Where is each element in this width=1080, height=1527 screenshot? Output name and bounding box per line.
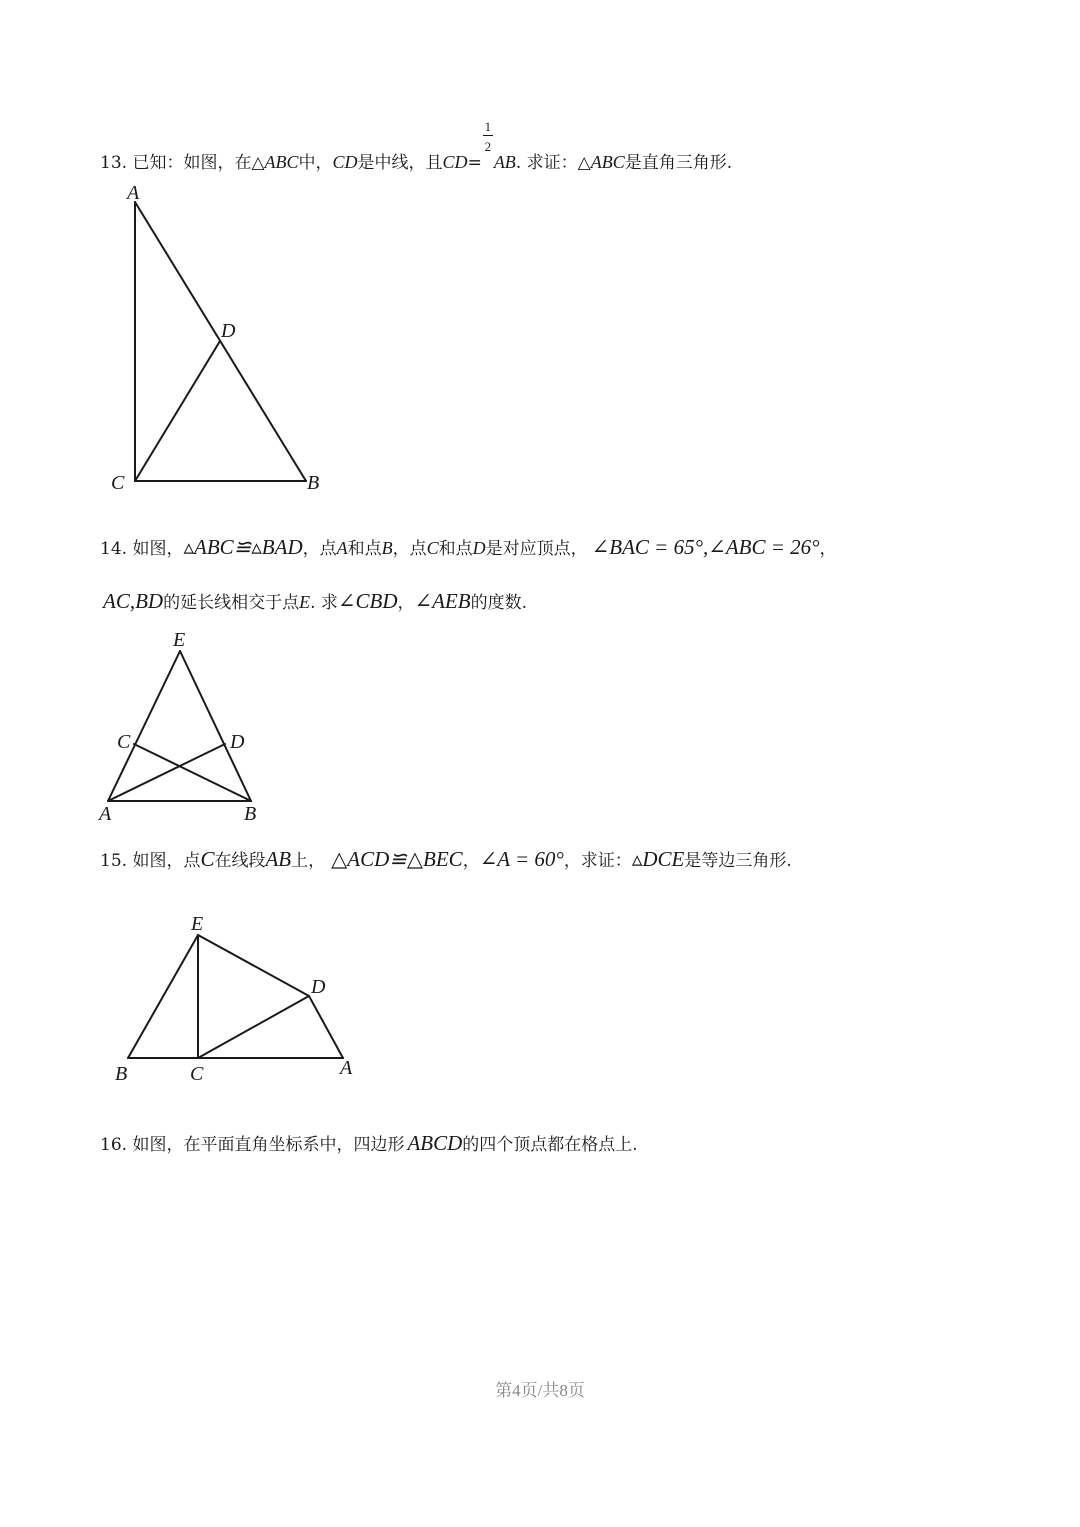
- question-number: 13.: [100, 153, 128, 173]
- question-number: 16.: [100, 1135, 128, 1155]
- question-16-text: 16. 如图，在平面直角坐标系中，四边形 ABCD的四个顶点都在格点上.: [100, 1131, 638, 1155]
- vertex-label-a: A: [127, 182, 140, 204]
- fraction-one-half: $\frac{1}{2}$: [484, 119, 492, 154]
- question-14-text-line-2: AC,BD的延长线相交于点E. 求∠CBD，∠AEB的度数.: [103, 589, 527, 613]
- question-number: 15.: [100, 851, 128, 871]
- vertex-label-b: B: [115, 1063, 128, 1085]
- question-number: 14.: [100, 539, 128, 559]
- vertex-label-c: C: [117, 731, 131, 753]
- vertex-label-d: D: [230, 731, 245, 753]
- segment-da: [309, 996, 343, 1058]
- segment-ed: [198, 935, 309, 996]
- question-14-text-line-1: 14. 如图，▵ABC≌▵BAD，点A和点B，点C和点D是对应顶点， ∠BAC = 65°,∠ABC = 26°，: [100, 535, 837, 559]
- page-number-footer: 第4页/共8页: [495, 1381, 585, 1400]
- question-15-text: 15. 如图，点C在线段AB上， △ACD≌△BEC，∠A = 60°，求证：▵DCE是等边三角形.: [100, 847, 792, 871]
- vertex-label-a: A: [99, 803, 112, 825]
- segment-cd: [198, 996, 309, 1058]
- vertex-label-d: D: [221, 320, 236, 342]
- segment-be: [128, 935, 198, 1058]
- vertex-label-d: D: [311, 976, 326, 998]
- vertex-label-c: C: [190, 1063, 204, 1085]
- vertex-label-e: E: [173, 629, 186, 651]
- vertex-label-b: B: [307, 472, 320, 494]
- vertex-label-a: A: [340, 1057, 353, 1079]
- vertex-label-c: C: [111, 472, 125, 494]
- question-13-text: 13. 已知：如图，在△ABC中，CD是中线，且CD= $\frac{1}{2}$ AB. 求证：△ABC是直角三角形.: [100, 119, 733, 173]
- vertex-label-e: E: [191, 913, 204, 935]
- vertex-label-b: B: [244, 803, 257, 825]
